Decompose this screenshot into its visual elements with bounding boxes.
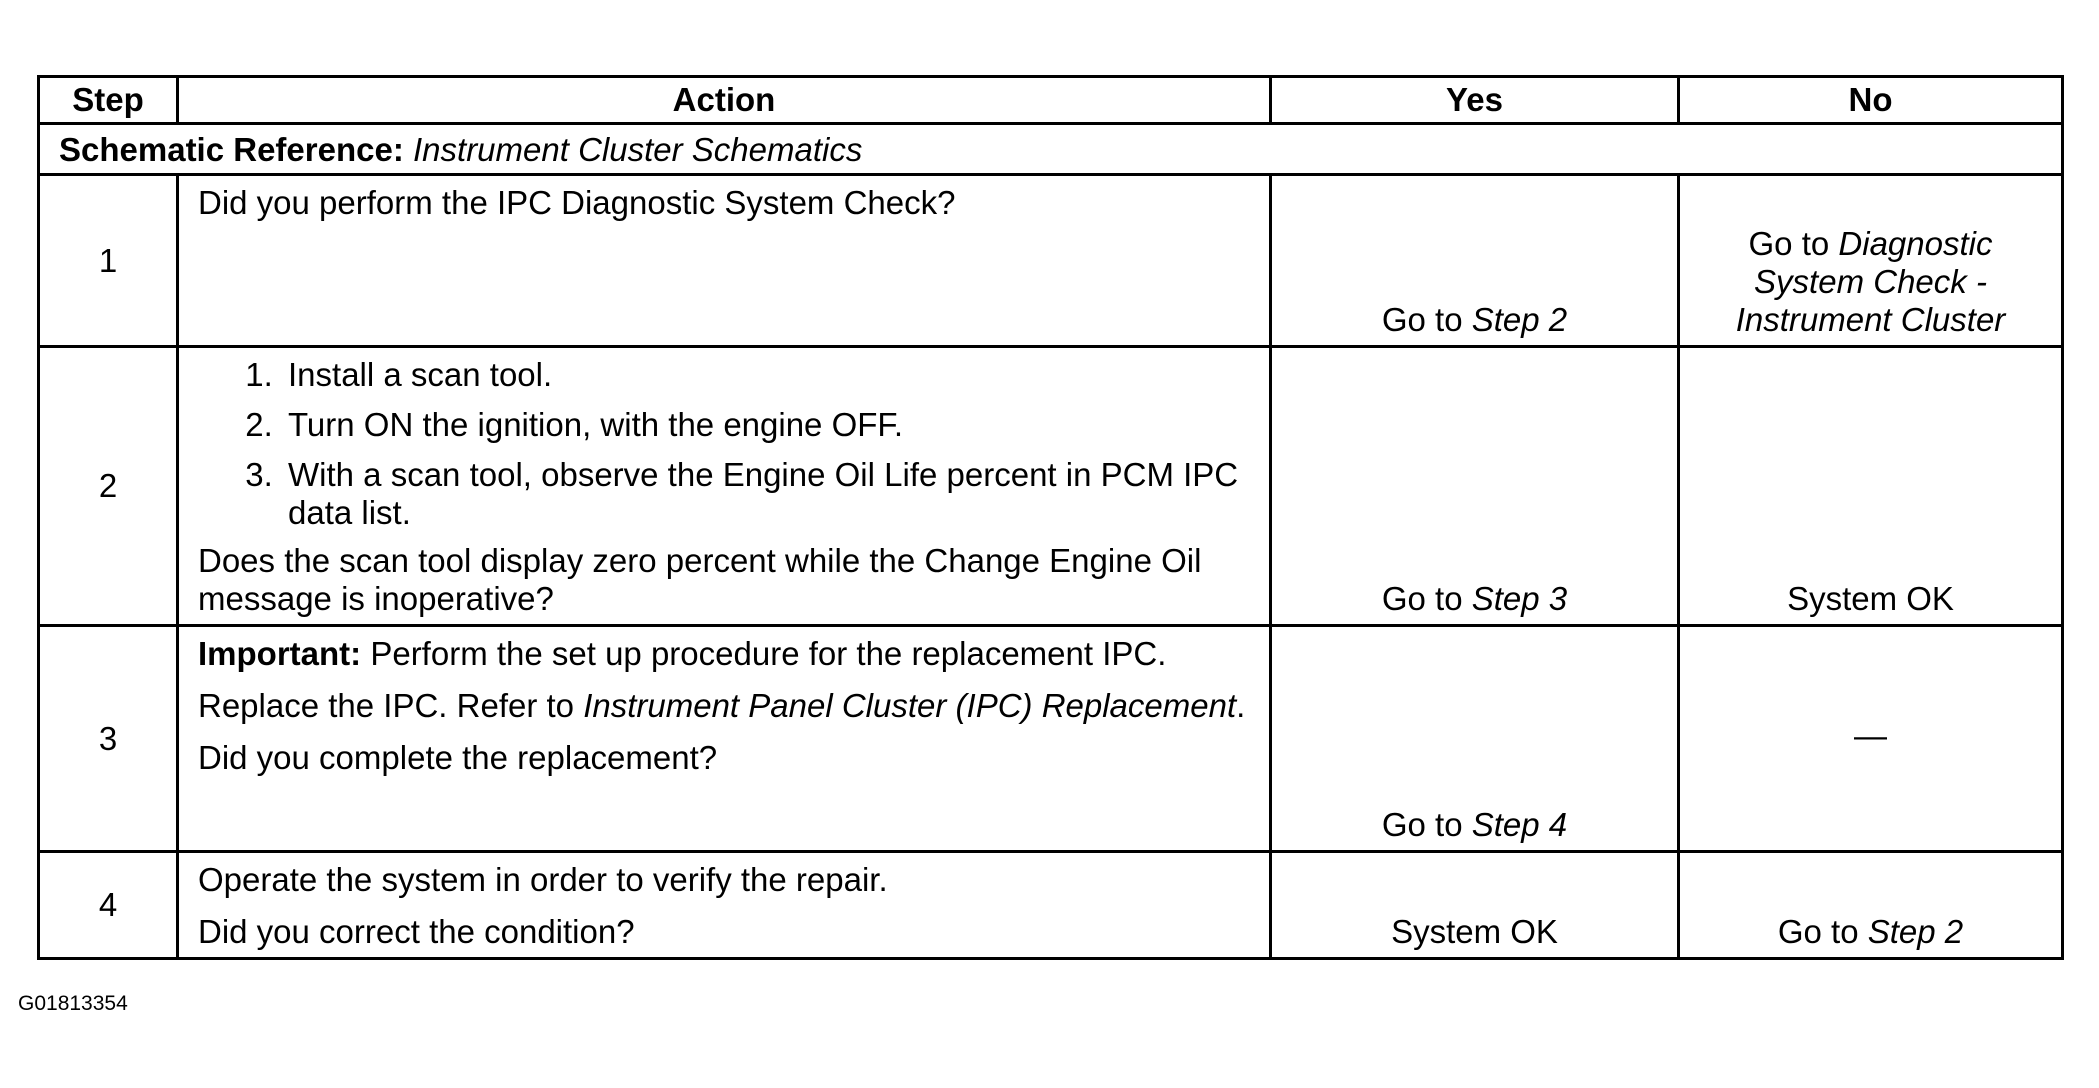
action-cell bbox=[178, 175, 1271, 347]
step-number: 4 bbox=[39, 852, 178, 959]
important-label: Important: bbox=[198, 635, 362, 672]
important-note bbox=[198, 635, 1255, 673]
replace-end: . bbox=[1236, 687, 1246, 724]
substep-item: 3. With a scan tool, observe the Engine Oil Life percent in PCM IPC data list. bbox=[282, 456, 1255, 532]
action-instruction: Operate the system in order to verify the repair. bbox=[198, 861, 888, 898]
step-number: 2 bbox=[39, 347, 178, 626]
action-question: Does the scan tool display zero percent while the Change Engine Oil message is inoperative? bbox=[198, 542, 1202, 617]
substep-item: 2. Turn ON the ignition, with the engine OFF. bbox=[282, 406, 1255, 444]
replace-instruction bbox=[198, 687, 1255, 725]
replace-text: Replace the IPC. Refer to bbox=[198, 687, 575, 724]
header-step: Step bbox=[39, 77, 178, 124]
yes-step-link[interactable]: Step 3 bbox=[1471, 580, 1568, 617]
schematic-reference-label: Schematic Reference: bbox=[59, 131, 404, 168]
table-row bbox=[39, 347, 2063, 626]
action-question: Did you correct the condition? bbox=[198, 913, 635, 950]
yes-cell bbox=[1271, 852, 1679, 959]
no-result: System OK bbox=[1787, 580, 1954, 617]
figure-id: G01813354 bbox=[18, 992, 128, 1015]
yes-step-link[interactable]: Step 2 bbox=[1471, 301, 1568, 338]
yes-prefix: Go to bbox=[1381, 580, 1463, 617]
yes-step-link[interactable]: Step 4 bbox=[1471, 806, 1568, 843]
yes-prefix: Go to bbox=[1381, 806, 1463, 843]
action-question: Did you complete the replacement? bbox=[198, 739, 718, 776]
action-cell bbox=[178, 852, 1271, 959]
action-cell bbox=[178, 626, 1271, 852]
diagnostic-table-container bbox=[37, 75, 2061, 960]
header-action: Action bbox=[178, 77, 1271, 124]
yes-cell bbox=[1271, 347, 1679, 626]
no-cell bbox=[1679, 626, 2063, 852]
no-cell bbox=[1679, 175, 2063, 347]
diagnostic-table bbox=[37, 75, 2064, 960]
action-question: Did you perform the IPC Diagnostic System Check? bbox=[198, 184, 956, 221]
schematic-reference-cell bbox=[39, 124, 2063, 175]
schematic-reference-row bbox=[39, 124, 2063, 175]
replace-procedure-link[interactable]: Instrument Panel Cluster (IPC) Replacement bbox=[583, 687, 1237, 724]
important-text: Perform the set up procedure for the replacement IPC. bbox=[370, 635, 1167, 672]
header-no: No bbox=[1679, 77, 2063, 124]
action-cell bbox=[178, 347, 1271, 626]
no-cell bbox=[1679, 852, 2063, 959]
schematic-reference-link[interactable]: Instrument Cluster Schematics bbox=[413, 131, 863, 168]
yes-cell bbox=[1271, 626, 1679, 852]
no-prefix: Go to bbox=[1777, 913, 1859, 950]
table-row bbox=[39, 626, 2063, 852]
no-dash: — bbox=[1854, 716, 1887, 754]
step-number: 3 bbox=[39, 626, 178, 852]
no-step-link[interactable]: Step 2 bbox=[1867, 913, 1964, 950]
substep-list bbox=[198, 356, 1255, 532]
yes-cell bbox=[1271, 175, 1679, 347]
yes-prefix: Go to bbox=[1381, 301, 1463, 338]
no-prefix: Go to bbox=[1748, 225, 1830, 262]
table-row bbox=[39, 852, 2063, 959]
no-cell bbox=[1679, 347, 2063, 626]
table-header-row bbox=[39, 77, 2063, 124]
header-yes: Yes bbox=[1271, 77, 1679, 124]
yes-result: System OK bbox=[1391, 913, 1558, 950]
table-row bbox=[39, 175, 2063, 347]
substep-item: 1. Install a scan tool. bbox=[282, 356, 1255, 394]
no-diagnostic-link[interactable]: Diagnostic System Check - Instrument Cluster bbox=[1735, 225, 2006, 338]
step-number: 1 bbox=[39, 175, 178, 347]
